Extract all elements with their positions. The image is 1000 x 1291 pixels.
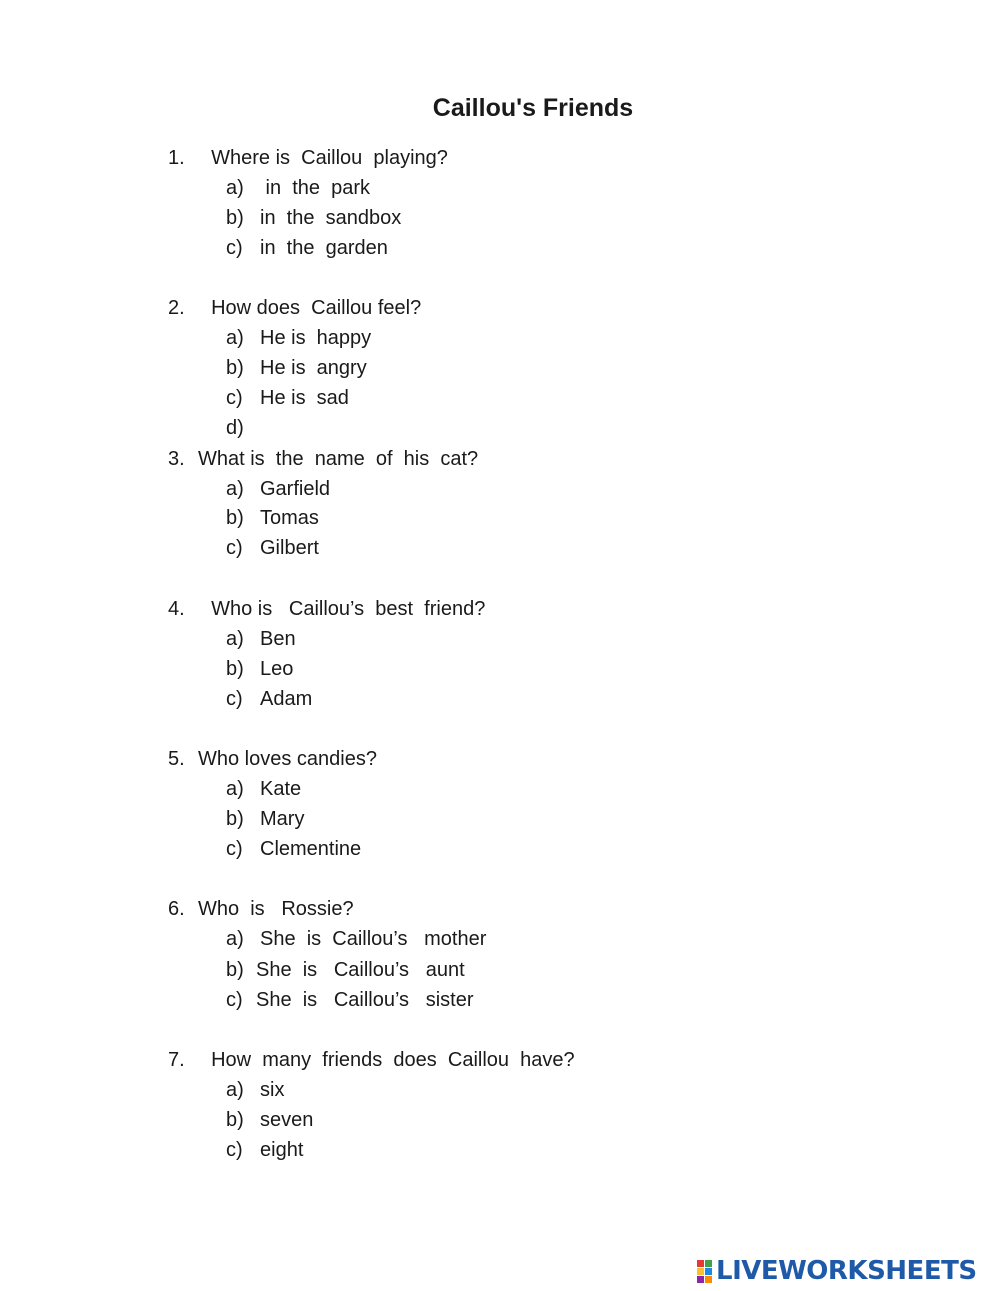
page-title: Caillou's Friends [432, 94, 634, 122]
logo-text: LIVEWORKSHEETS [716, 1256, 977, 1286]
option-5a: a) Kate [226, 778, 302, 800]
option-4a: a) Ben [226, 628, 296, 650]
option-1c: c) in the garden [226, 237, 388, 259]
option-7c: c) eight [226, 1139, 304, 1161]
question-4: 4. Who is Caillou’s best friend? [168, 598, 486, 620]
option-7a: a) six [226, 1079, 285, 1101]
question-7: 7. How many friends does Caillou have? [168, 1049, 575, 1071]
question-2: 2. How does Caillou feel? [168, 297, 422, 319]
option-2c: c) He is sad [226, 387, 349, 409]
option-3c: c) Gilbert [226, 537, 319, 559]
option-6b: b) She is Caillou’s aunt [226, 959, 465, 981]
question-1: 1. Where is Caillou playing? [168, 147, 448, 169]
option-4b: b) Leo [226, 658, 294, 680]
option-2a: a) He is happy [226, 327, 372, 349]
question-3: 3. What is the name of his cat? [168, 448, 479, 470]
option-4c: c) Adam [226, 688, 313, 710]
option-2d: d) [226, 417, 244, 439]
option-1b: b) in the sandbox [226, 207, 402, 229]
question-6: 6. Who is Rossie? [168, 898, 354, 920]
option-3a: a) Garfield [226, 478, 331, 500]
option-5c: c) Clementine [226, 838, 362, 860]
option-3b: b) Tomas [226, 507, 319, 529]
option-2b: b) He is angry [226, 357, 367, 379]
option-6a: a) She is Caillou’s mother [226, 928, 487, 950]
option-6c: c) She is Caillou’s sister [226, 989, 474, 1011]
option-1a: a) in the park [226, 177, 371, 199]
option-5b: b) Mary [226, 808, 305, 830]
liveworksheets-logo [697, 1255, 977, 1287]
option-7b: b) seven [226, 1109, 314, 1131]
logo-blocks-icon [697, 1260, 712, 1283]
question-5: 5. Who loves candies? [168, 748, 377, 770]
